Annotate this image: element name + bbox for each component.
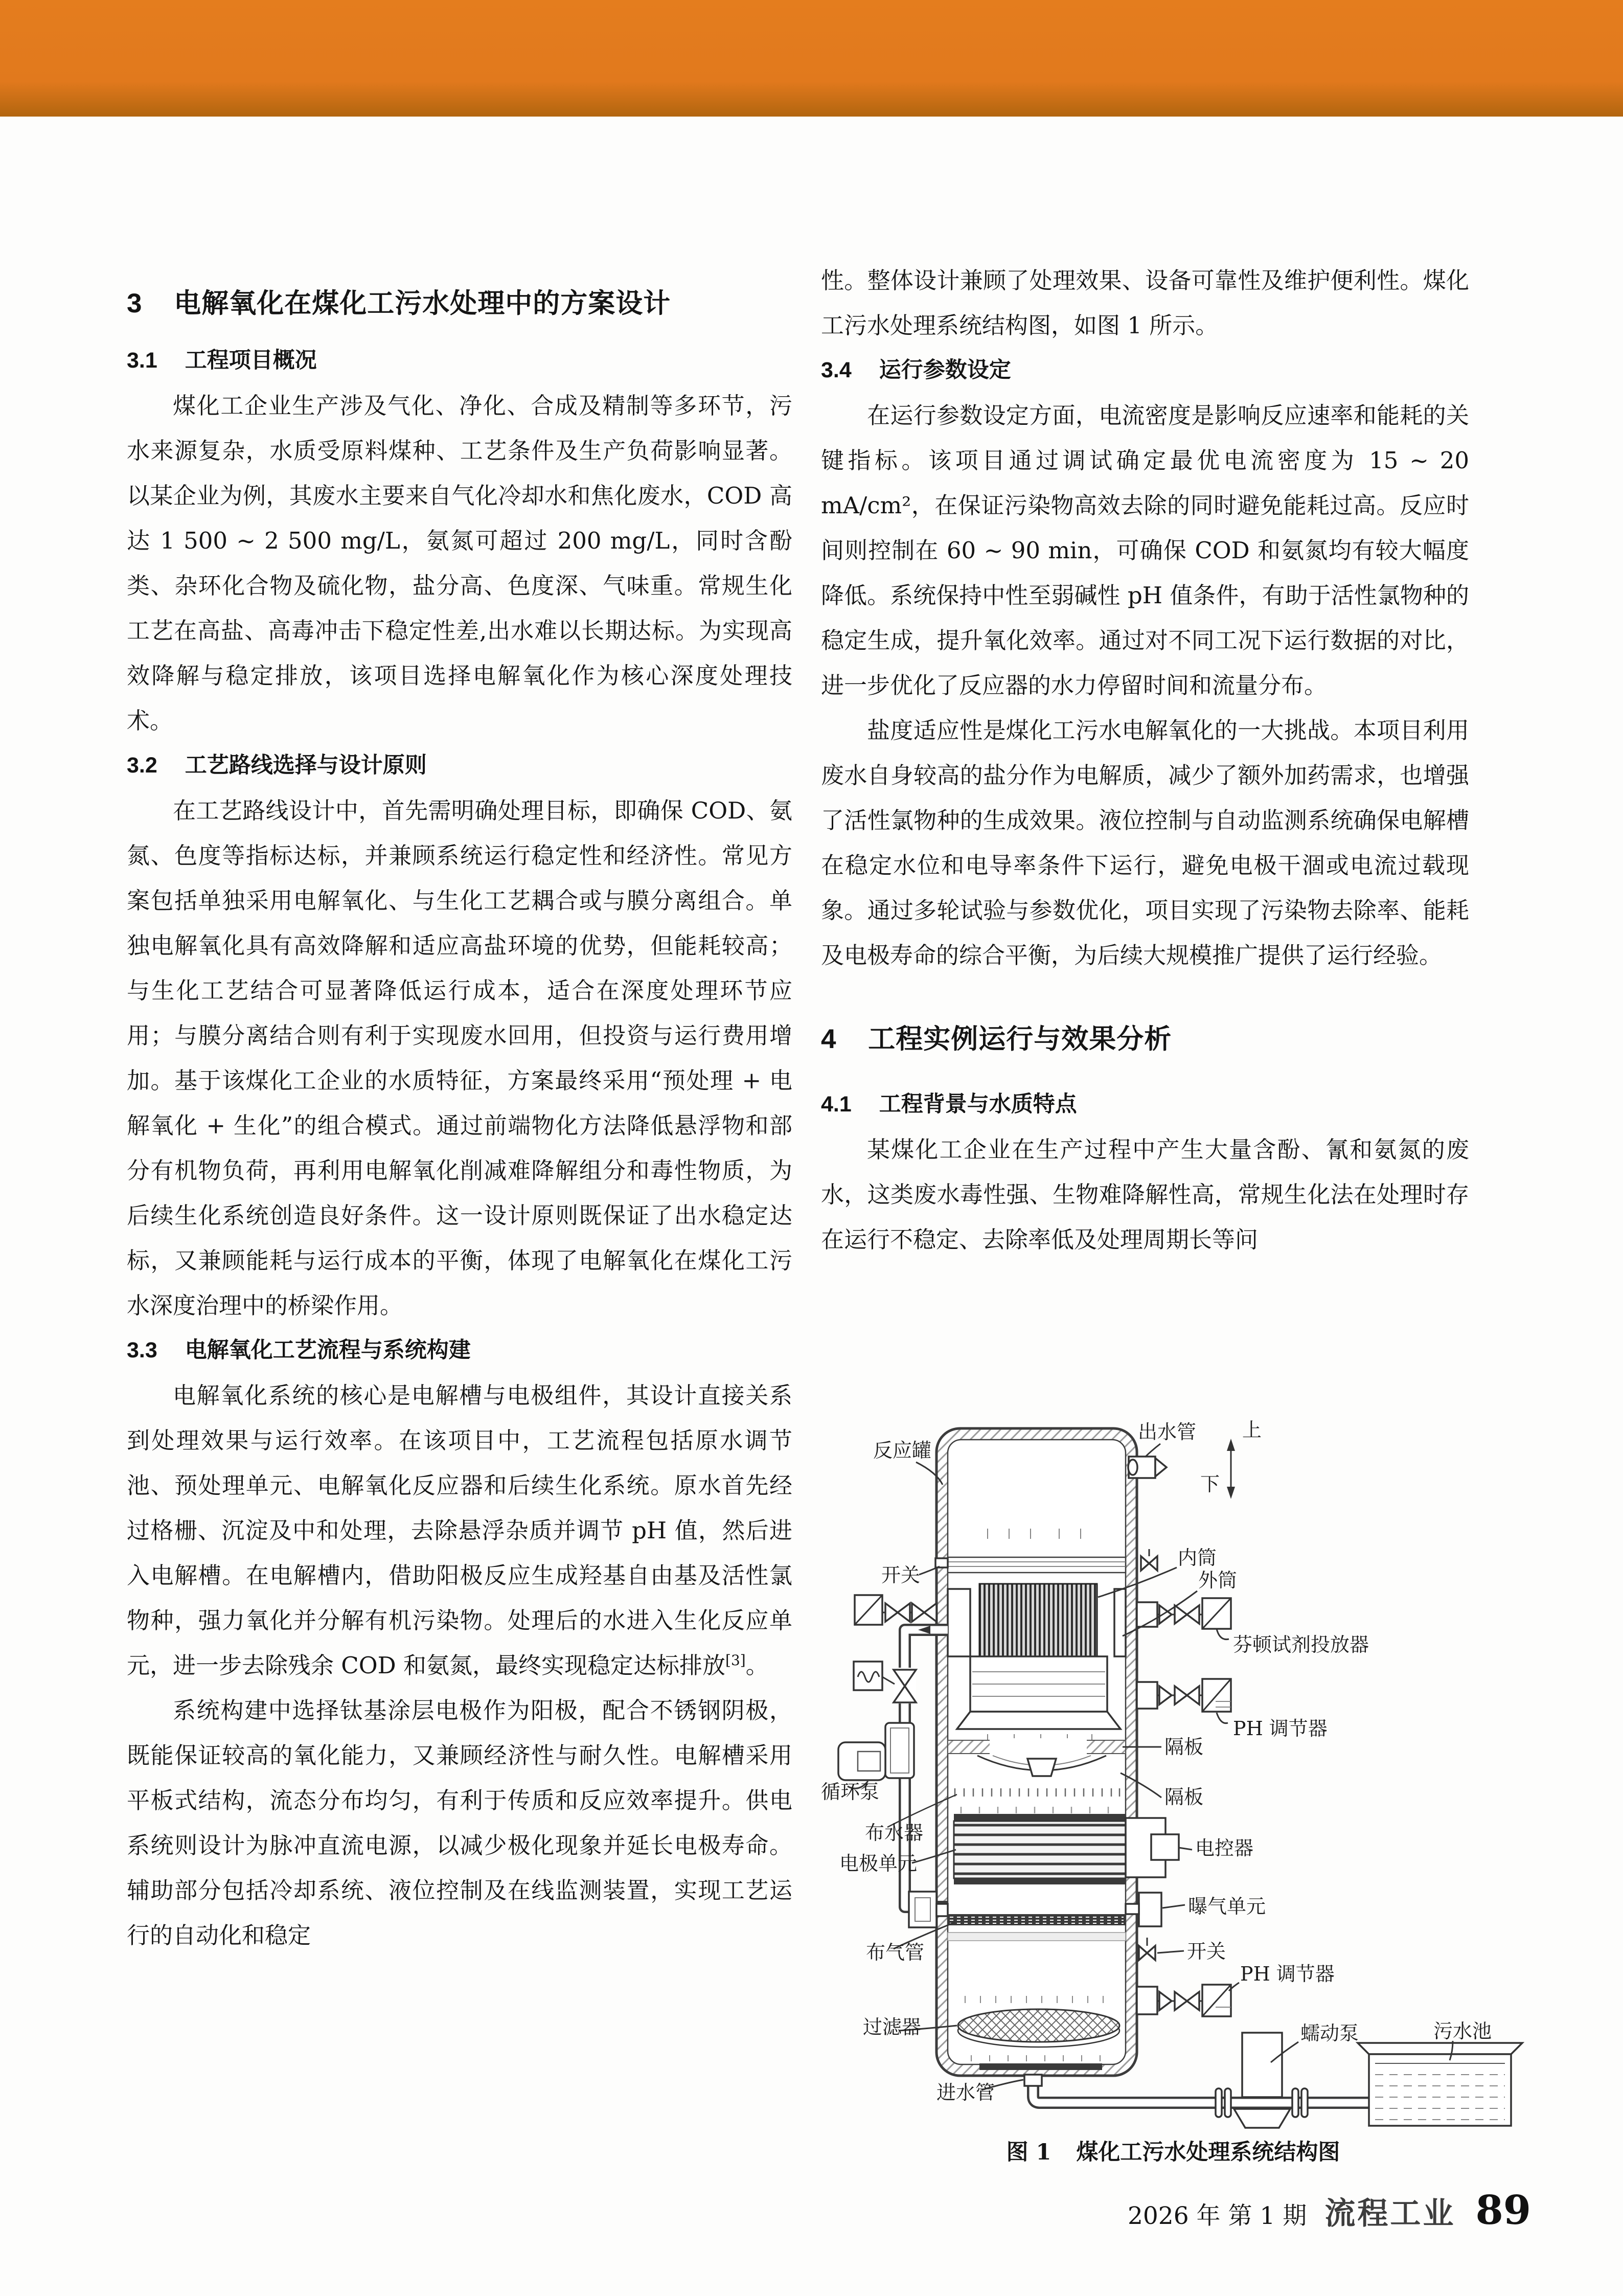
label-peristaltic-pump: 蠕动泵 <box>1300 2022 1359 2044</box>
paragraph-33a <box>127 1373 792 1688</box>
label-outer-cylinder: 外筒 <box>1198 1569 1238 1592</box>
subsection-number: 3.3 <box>127 1338 157 1362</box>
label-inlet-pipe: 进水管 <box>936 2081 995 2104</box>
subsection-number: 4.1 <box>821 1092 852 1117</box>
subsection-number: 3.2 <box>127 753 157 778</box>
ph-regulator-upper <box>1137 1679 1231 1723</box>
paragraph-34b: 盐度适应性是煤化工污水电解氧化的一大挑战。本项目利用废水自身较高的盐分作为电解质，减少了额外加药需求，也增强了活性氯物种的生成效果。液位控制与自动监测系统确保电解槽在稳定水位和电导率条件下运行，避免电极干涸或电流过载现象。通过多轮试验与参数优化，项目实现了污染物去除率、能耗及电极寿命的综合平衡，为后续大规模推广提供了运行经验。 <box>821 717 1469 969</box>
section-4-heading <box>821 1022 1469 1057</box>
subsection-number: 3.4 <box>821 358 852 382</box>
label-gas-pipe: 布气管 <box>866 1941 925 1964</box>
subsection-33-heading <box>127 1334 792 1366</box>
page-footer <box>0 2187 1531 2234</box>
label-up: 上 <box>1242 1419 1262 1441</box>
section-number: 3 <box>127 288 143 319</box>
right-column <box>821 258 1469 1262</box>
figure-1-diagram <box>808 1395 1585 2141</box>
circulation-pump <box>838 1723 914 1788</box>
leader-outlet <box>1145 1444 1160 1457</box>
switch-valve-lower <box>1139 1938 1184 1960</box>
section-title: 电解氧化在煤化工污水处理中的方案设计 <box>174 288 671 319</box>
subsection-31-heading <box>127 345 792 376</box>
label-baffle-1: 隔板 <box>1164 1736 1204 1758</box>
label-filter: 过滤器 <box>863 2016 922 2038</box>
subsection-title: 工程背景与水质特点 <box>879 1092 1077 1117</box>
figure-caption <box>808 2135 1539 2166</box>
label-baffle-2: 隔板 <box>1164 1786 1204 1808</box>
citation-ref: [3] <box>725 1652 746 1669</box>
electric-controller <box>1151 1834 1192 1860</box>
footer-journal-name: 流程工业 <box>1324 2196 1456 2232</box>
left-column <box>127 286 792 1958</box>
footer-issue: 2026 年 第 1 期 <box>1127 2202 1307 2230</box>
paragraph-32: 在工艺路线设计中，首先需明确处理目标，即确保 COD、氨氮、色度等指标达标，并兼顾系统运行稳定性和经济性。常见方案包括单独采用电解氧化、与生化工艺耦合或与膜分离组合。单独电解氧化具有高效降解和适应高盐环境的优势，但能耗较高；与生化工艺结合可显著降低运行成本，适合在深度处理环节应用；与膜分离结合则有利于实现废水回用，但投资与运行费用增加。基于该煤化工企业的水质特征，方案最终采用“预处理 + 电解氧化 + 生化”的组合模式。通过前端物化方法降低悬浮物和部分有机物负荷，再利用电解氧化削减难降解组分和毒性物质，为后续生化系统创造良好条件。这一设计原则既保证了出水稳定达标，又兼顾能耗与运行成本的平衡，体现了电解氧化在煤化工污水深度治理中的桥梁作用。 <box>127 797 792 1319</box>
subsection-number: 3.1 <box>127 348 157 373</box>
fenton-dispenser <box>1137 1598 1231 1640</box>
left-dosing-box <box>855 1595 936 1625</box>
subsection-41-heading <box>821 1088 1469 1120</box>
label-controller: 电控器 <box>1195 1837 1254 1859</box>
label-outlet-pipe: 出水管 <box>1138 1421 1197 1443</box>
orange-header-band <box>0 0 1623 117</box>
label-ph-regulator-upper: PH 调节器 <box>1233 1717 1328 1740</box>
paragraph-31: 煤化工企业生产涉及气化、净化、合成及精制等多环节，污水来源复杂，水质受原料煤种、工艺条件及生产负荷影响显著。以某企业为例，其废水主要来自气化冷却水和焦化废水，COD 高达 1 500 ~ 2 500 mg/L，氨氮可超过 200 mg/L，同时含酚类、杂环化合物及硫化物，盐分高、色度深、气味重。常规生化工艺在高盐、高毒冲击下稳定性差,出水难以长期达标。为实现高效降解与稳定排放，该项目选择电解氧化作为核心深度处理技术。 <box>127 392 792 734</box>
inlet-piping <box>981 2075 1370 2117</box>
label-circulation-pump: 循环泵 <box>821 1781 880 1803</box>
label-inner-cylinder: 内筒 <box>1178 1547 1217 1569</box>
paragraph-34a: 在运行参数设定方面，电流密度是影响反应速率和能耗的关键指标。该项目通过调试确定最优电流密度为 15 ~ 20 mA/cm²，在保证污染物高效去除的同时避免能耗过高。反应时间则控制在 60 ~ 90 min，可确保 COD 和氨氮均有较大幅度降低。系统保持中性至弱碱性 pH 值条件，有助于活性氯物种的稳定生成，提升氧化效率。通过对不同工况下运行数据的对比，进一步优化了反应器的水力停留时间和流量分布。 <box>821 402 1469 699</box>
paragraph-41: 某煤化工企业在生产过程中产生大量含酚、氰和氨氮的废水，这类废水毒性强、生物难降解性高，常规生化法在处理时存在运行不稳定、去除率低及处理周期长等问 <box>821 1136 1469 1253</box>
sewage-pool <box>1358 2041 1522 2126</box>
label-fenton-dispenser: 芬顿试剂投放器 <box>1233 1633 1369 1656</box>
label-ph-regulator-lower: PH 调节器 <box>1240 1963 1335 1985</box>
orientation-arrow <box>1227 1439 1235 1499</box>
subsection-34-heading <box>821 354 1469 386</box>
section-number: 4 <box>821 1024 837 1054</box>
label-switch-upper: 开关 <box>881 1564 921 1586</box>
outlet-pipe <box>1128 1457 1167 1478</box>
subsection-title: 运行参数设定 <box>879 358 1011 382</box>
subsection-32-heading <box>127 749 792 781</box>
label-down: 下 <box>1200 1473 1220 1495</box>
figure-caption-text: 煤化工污水处理系统结构图 <box>1076 2140 1340 2165</box>
figure-number: 图 1 <box>1006 2140 1051 2165</box>
section-title: 工程实例运行与效果分析 <box>868 1024 1172 1054</box>
label-reactor-tank: 反应罐 <box>873 1439 932 1462</box>
top-right-valve <box>1141 1549 1157 1571</box>
label-sewage-pool: 污水池 <box>1433 2020 1492 2042</box>
paragraph-continuation: 性。整体设计兼顾了处理效果、设备可靠性及维护便利性。煤化工污水处理系统结构图，如图 1 所示。 <box>821 267 1469 339</box>
subsection-title: 工程项目概况 <box>185 348 317 373</box>
footer-page-number: 89 <box>1475 2187 1531 2234</box>
label-aeration-unit: 曝气单元 <box>1188 1895 1266 1918</box>
peristaltic-pump <box>1234 2033 1298 2128</box>
label-electrode-unit: 电极单元 <box>839 1852 918 1875</box>
label-water-distributor: 布水器 <box>865 1822 924 1844</box>
ph-regulator-lower <box>1137 1983 1239 2016</box>
subsection-title: 工艺路线选择与设计原则 <box>185 753 427 778</box>
paragraph-33b: 系统构建中选择钛基涂层电极作为阳极，配合不锈钢阴极，既能保证较高的氧化能力，又兼顾经济性与耐久性。电解槽采用平板式结构，流态分布均匀，有利于传质和反应效率提升。供电系统则设计为脉冲直流电源，以减少极化现象并延长电极寿命。辅助部分包括冷却系统、液位控制及在线监测装置，实现工艺运行的自动化和稳定 <box>127 1697 792 1949</box>
subsection-title: 电解氧化工艺流程与系统构建 <box>185 1338 471 1362</box>
paragraph-text: 电解氧化系统的核心是电解槽与电极组件，其设计直接关系到处理效果与运行效率。在该项目中，工艺流程包括原水调节池、预处理单元、电解氧化反应器和后续生化系统。原水首先经过格栅、沉淀及中和处理，去除悬浮杂质并调节 pH 值，然后进入电解槽。在电解槽内，借助阳极反应生成羟基自由基及活性氯物种，强力氧化并分解有机污染物。处理后的水进入生化反应单元，进一步去除残余 COD 和氨氮，最终实现稳定达标排放 <box>127 1382 792 1679</box>
wastewater-system-schematic <box>808 1395 1585 2141</box>
label-switch-lower: 开关 <box>1187 1940 1226 1963</box>
paragraph-text: 。 <box>745 1652 769 1679</box>
section-3-heading <box>127 286 792 321</box>
